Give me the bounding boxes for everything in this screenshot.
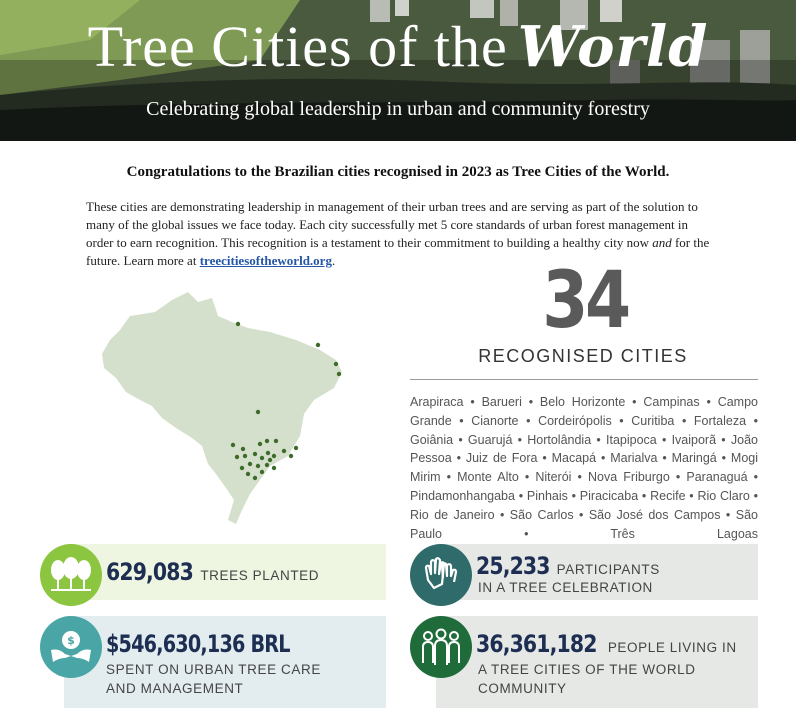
brazil-map [100,288,360,528]
intro-text: These cities are demonstrating leadership in management of their urban trees and are serving as part of the solution to many of the global issues we face today. Each city successfully met 5 core standards of urban forest management in order to earn recognition. This recognition is a testament to their commitment to building a healthy city now [86,199,698,250]
intro-text-mid: for the future. Learn more at [86,235,710,268]
banner [0,0,796,141]
stat-people [410,616,758,708]
stat-trees-number: 629,083 [106,558,193,586]
intro-text-end: . [331,253,336,268]
stat-people-label-1: PEOPLE LIVING IN [607,640,737,655]
stat-participants-label-2: IN A TREE CELEBRATION [478,580,653,595]
gloves-icon [410,544,472,606]
stat-trees-label: TREES PLANTED [200,568,320,583]
stat-trees [40,544,386,606]
stat-participants [410,544,758,606]
svg-text:$: $ [67,634,75,647]
stat-spent [40,616,386,708]
people-icon [410,616,472,678]
stat-people-label-2: A TREE CITIES OF THE WORLD [478,662,696,677]
recognised-count: 34 [542,256,628,346]
stat-participants-label-1: PARTICIPANTS [556,562,660,577]
city-list: Arapiraca • Barueri • Belo Horizonte • Campinas • Campo Grande • Cianorte • Cordeirópolis • Curitiba • Fortaleza • Goiânia • Guarujá • Hortolândia • Itapipoca • Ivaiporã • João Pessoa • Juiz de Fora • Macapá • Marialva • Maringá • Mogi Mirim • Monte Alto • Niterói • Nova Friburgo • Paranaguá • Pindamonhangaba • Pinhais • Piracicaba • Recife • Rio Claro • Rio de Janeiro • São Carlos • São José dos Campos • São Paulo • Três Lagoas [410,395,758,541]
stat-spent-number: $546,630,136 BRL [106,630,290,658]
banner-title-script: World [517,14,709,80]
stat-people-number: 36,361,182 [476,630,597,658]
banner-title-main: Tree Cities of the [87,14,508,79]
stat-participants-number: 25,233 [476,552,550,580]
headline: Congratulations to the Brazilian cities recognised in 2023 as Tree Cities of the World. [126,164,670,180]
stat-spent-label-1: SPENT ON URBAN TREE CARE [106,662,321,677]
recognised-label: RECOGNISED CITIES [478,346,688,366]
website-link[interactable]: treecitiesoftheworld.org [199,253,332,268]
money-hands-icon [40,616,102,678]
brazil-map-shape [102,292,342,524]
divider [410,379,758,380]
banner-title [0,14,796,80]
stat-spent-label-2: AND MANAGEMENT [106,681,244,696]
banner-subtitle: Celebrating global leadership in urban and community forestry [146,98,650,120]
intro-emphasis: and [652,235,672,250]
trees-icon [40,544,102,606]
stat-people-label-3: COMMUNITY [478,681,567,696]
